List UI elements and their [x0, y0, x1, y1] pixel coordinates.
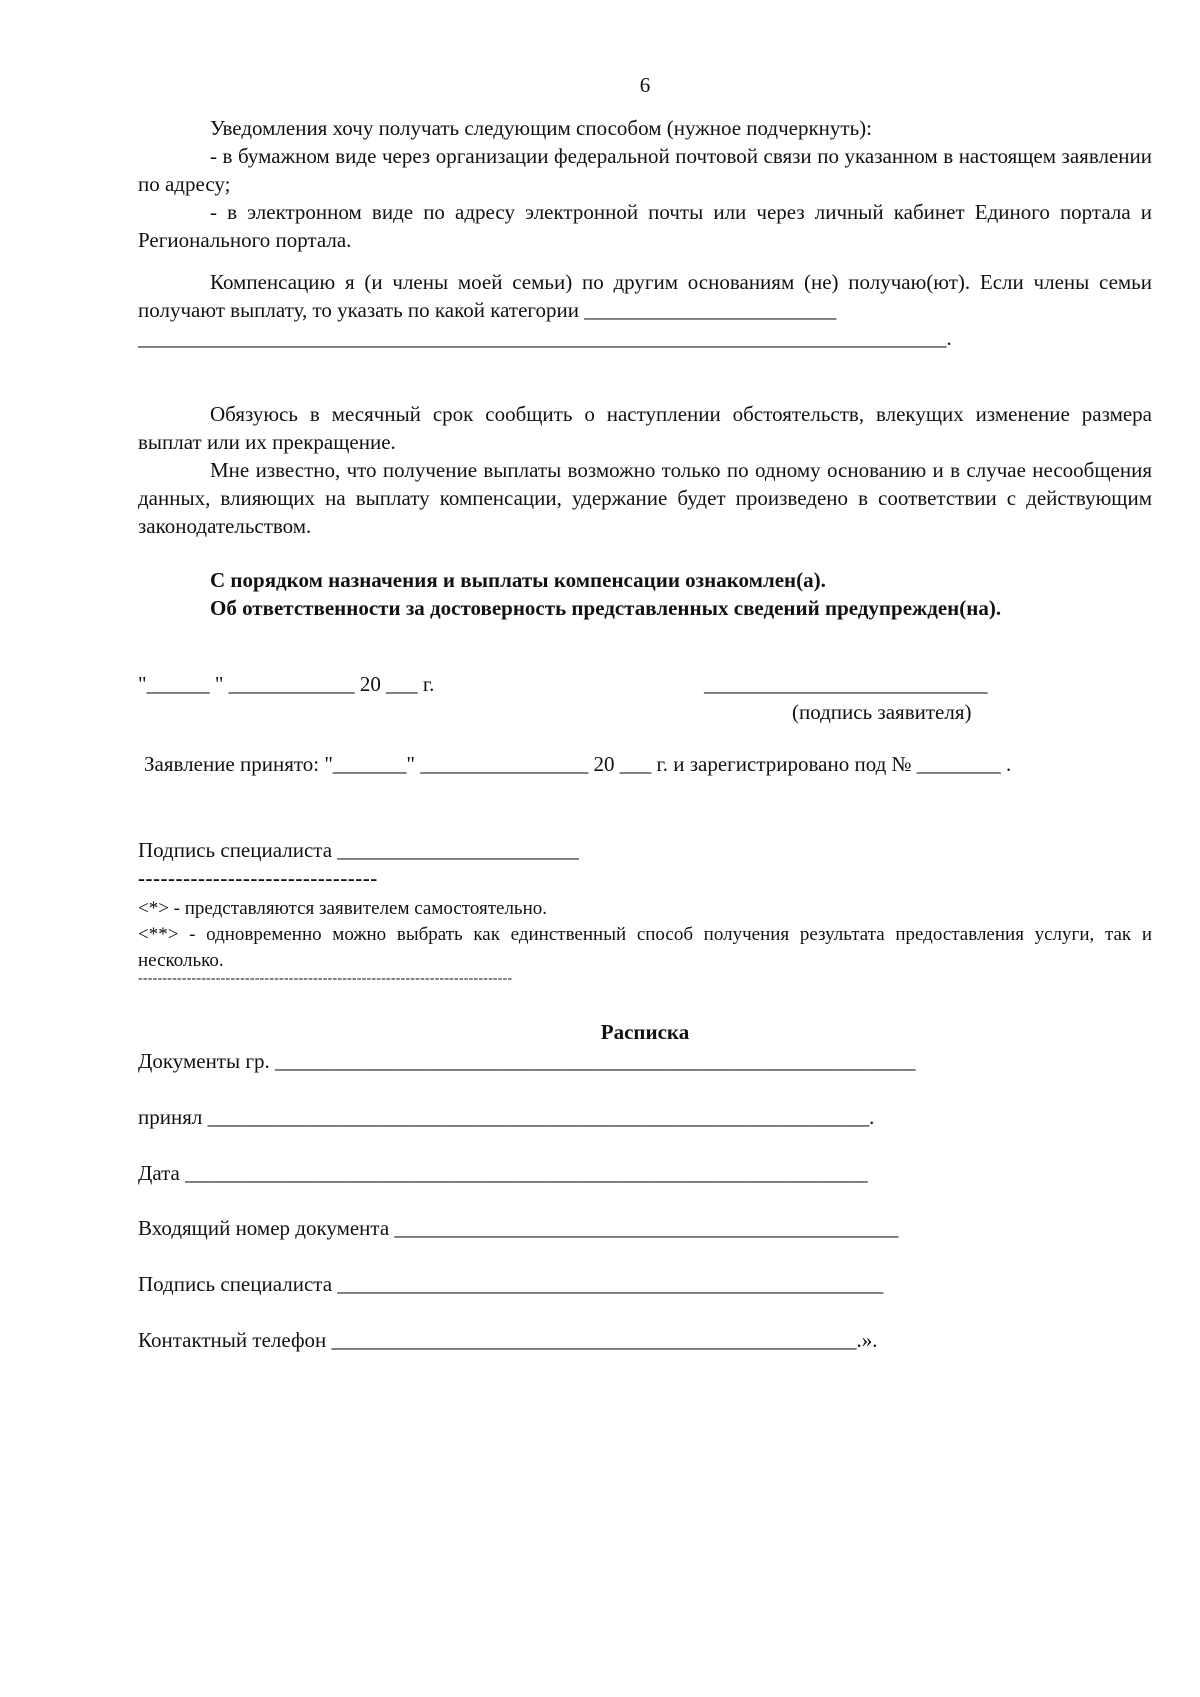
date-line: "______ " ____________ 20 ___ г. [138, 672, 435, 696]
applicant-signature-line: ___________________________ [704, 672, 988, 696]
notification-option-paper: - в бумажном виде через организации федеральной почтовой связи по указанном в настоящем заявлении по адресу; [138, 144, 1152, 196]
footnote-2: <**> - одновременно можно выбрать как единственный способ получения результата предоставления услуги, так и несколько. [138, 924, 1152, 971]
registration-accepted: Заявление принято: "_______" ________________ 20 ___ г. и зарегистрировано под № ________ . [144, 752, 1012, 776]
receipt-phone: Контактный телефон __________________________________________________.». [138, 1328, 878, 1352]
footnote-separator: -------------------------------- [138, 866, 378, 890]
receipt-specialist-signature: Подпись специалиста ____________________________________________________ [138, 1272, 884, 1296]
acknowledgement-section [138, 566, 1152, 622]
receipt-documents: Документы гр. _____________________________________________________________ [138, 1049, 916, 1073]
applicant-signature-row [138, 670, 1152, 698]
receipt-date: Дата _________________________________________________________________ [138, 1161, 868, 1185]
receipt-title: Расписка [600, 1020, 690, 1044]
notification-option-electronic: - в электронном виде по адресу электронной почты или через личный кабинет Единого портала и Регионального портала. [138, 200, 1152, 252]
obligation-paragraph-2: Мне известно, что получение выплаты возможно только по одному основанию и в случае несообщения данных, влияющих на выплату компенсации, удержание будет произведено в соответствии с действующим законодательством. [138, 458, 1152, 538]
acknowledgement-line-1: С порядком назначения и выплаты компенсации ознакомлен(а). [210, 568, 826, 592]
registration-specialist-signature: Подпись специалиста _______________________ [138, 838, 579, 862]
acknowledgement-line-2: Об ответственности за достоверность представленных сведений предупрежден(на). [210, 596, 1002, 620]
obligation-paragraph-1: Обязуюсь в месячный срок сообщить о наступлении обстоятельств, влекущих изменение размера выплат или их прекращение. [138, 402, 1152, 454]
receipt-incoming-number: Входящий номер документа ________________________________________________ [138, 1216, 899, 1240]
compensation-section [138, 268, 1152, 352]
page-number: 6 [639, 73, 651, 97]
notifications-section [138, 114, 1152, 254]
compensation-continuation: _____________________________________________________________________________. [138, 326, 952, 350]
notifications-intro: Уведомления хочу получать следующим способом (нужное подчеркнуть): [210, 116, 872, 140]
footnotes-bottom-separator: ----------------------------------------------------------------------------- [138, 971, 513, 986]
receipt-accepted: принял _______________________________________________________________. [138, 1105, 875, 1129]
compensation-text: Компенсацию я (и члены моей семьи) по другим основаниям (не) получаю(ют). Если члены семьи получают выплату, то указать по какой категории ________________________ [138, 270, 1152, 322]
footnote-1: <*> - представляются заявителем самостоятельно. [138, 898, 548, 919]
applicant-signature-caption-row [138, 698, 1152, 726]
footnotes-section [138, 896, 1152, 974]
obligations-section [138, 400, 1152, 540]
applicant-signature-caption: (подпись заявителя) [792, 700, 972, 724]
